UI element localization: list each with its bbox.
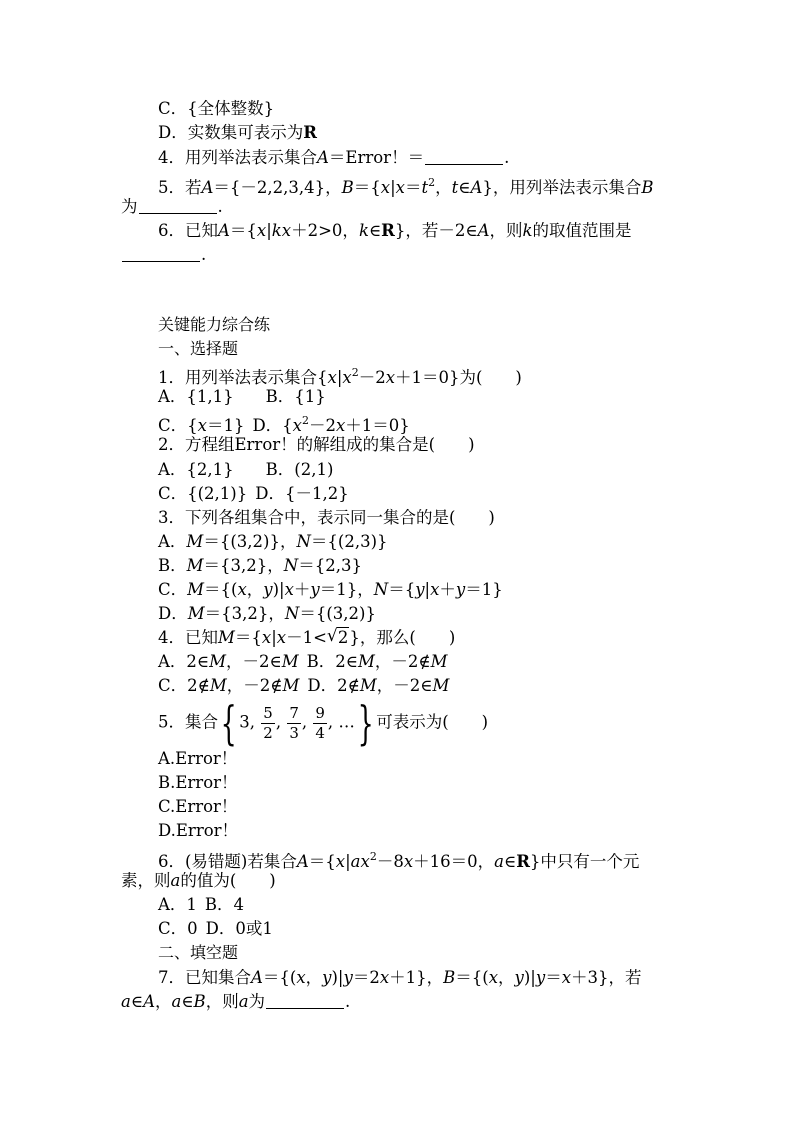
q3-option-a: A．M＝{(3,2)}，N＝{(2,3)} xyxy=(158,532,388,551)
fraction: $\frac{9}{4}$ xyxy=(315,703,325,742)
q1-options-cd: C．{x＝1} D．$\{x^2-2x+1=0\}$ xyxy=(158,414,410,435)
q5-option-b: B.Error！ xyxy=(158,773,238,792)
part1-heading: 一、选择题 xyxy=(158,339,239,358)
q3-option-b: B．M＝{3,2}，N＝{2,3} xyxy=(158,556,362,575)
q5-option-c: C.Error！ xyxy=(158,797,238,816)
q1-stem: 1．用列举法表示集合$\{x|x^2-2x+1=0\}$为( ) xyxy=(158,366,522,387)
q7-stem-cont: a∈A，a∈B，则a为 . xyxy=(121,992,351,1011)
question-4-line: 4．用列举法表示集合A＝Error！＝ . xyxy=(158,148,510,167)
q6-options-cd: C．0 D．0或1 xyxy=(158,919,273,938)
question-5-cont: 为 . xyxy=(121,197,223,216)
q3-option-c: C．M＝{(x，y)|x＋y＝1}，N＝{y|x＋y＝1} xyxy=(158,580,503,599)
q6-stem-cont: 素，则a的值为( ) xyxy=(121,871,276,890)
q2-options-ab: A．{2,1} B．(2,1) xyxy=(158,460,334,479)
question-5-line: 5．若A＝{－2,2,3,4}，$B=\{x|x=t^2$，t∈A}，用列举法表示集合B xyxy=(158,176,654,197)
q2-stem: 2．方程组Error！的解组成的集合是( ) xyxy=(158,435,475,454)
q7-stem: 7．已知集合A＝{(x，y)|y＝2x＋1}，B＝{(x，y)|y＝x＋3}，若 xyxy=(158,968,642,987)
q6-stem: 6．(易错题)若集合$A=\{x|ax^2-8x+16=0$，a∈R}中只有一个元 xyxy=(158,850,640,871)
fraction: $\frac{5}{2}$ xyxy=(263,703,273,742)
answer-blank[interactable] xyxy=(122,245,200,262)
q5-option-d: D.Error！ xyxy=(158,821,239,840)
q4-options-ab: A．2∈M，－2∈M B．2∈M，－2∉M xyxy=(158,652,448,671)
question-6-cont: . xyxy=(121,243,206,267)
q1-options-ab: A．{1,1} B．{1} xyxy=(158,387,326,406)
q4-stem: 4．已知M＝{x|x－1<√ 2}，那么( ) xyxy=(158,626,455,650)
question-6-line: 6．已知A＝{x|kx＋2>0，k∈R}，若－2∈A，则k的取值范围是 xyxy=(158,221,632,240)
q3-option-d: D．M＝{3,2}，N＝{(3,2)} xyxy=(158,604,376,623)
q6-options-ab: A．1 B．4 xyxy=(158,895,245,914)
section-heading: 关键能力综合练 xyxy=(158,315,271,334)
fraction: $\frac{7}{3}$ xyxy=(289,703,299,742)
q5-option-a: A.Error！ xyxy=(158,749,238,768)
answer-blank[interactable] xyxy=(266,992,344,1009)
option-d-line: D．实数集可表示为R xyxy=(158,123,317,142)
part2-heading: 二、填空题 xyxy=(158,943,239,962)
q3-stem: 3．下列各组集合中，表示同一集合的是( ) xyxy=(158,508,495,527)
q2-options-cd: C．{(2,1)} D．{－1,2} xyxy=(158,484,349,503)
q5-stem: 5．集合{ 3, $\frac{5}{2}$ , $\frac{7}{3}$ , $\frac{9}{4}$ , …} 可表示为( ) xyxy=(158,696,489,750)
option-c-line: C．{全体整数} xyxy=(158,99,275,118)
answer-blank[interactable] xyxy=(425,148,503,165)
answer-blank[interactable] xyxy=(139,197,217,214)
q4-options-cd: C．2∉M，－2∉M D．2∉M，－2∈M xyxy=(158,676,450,695)
